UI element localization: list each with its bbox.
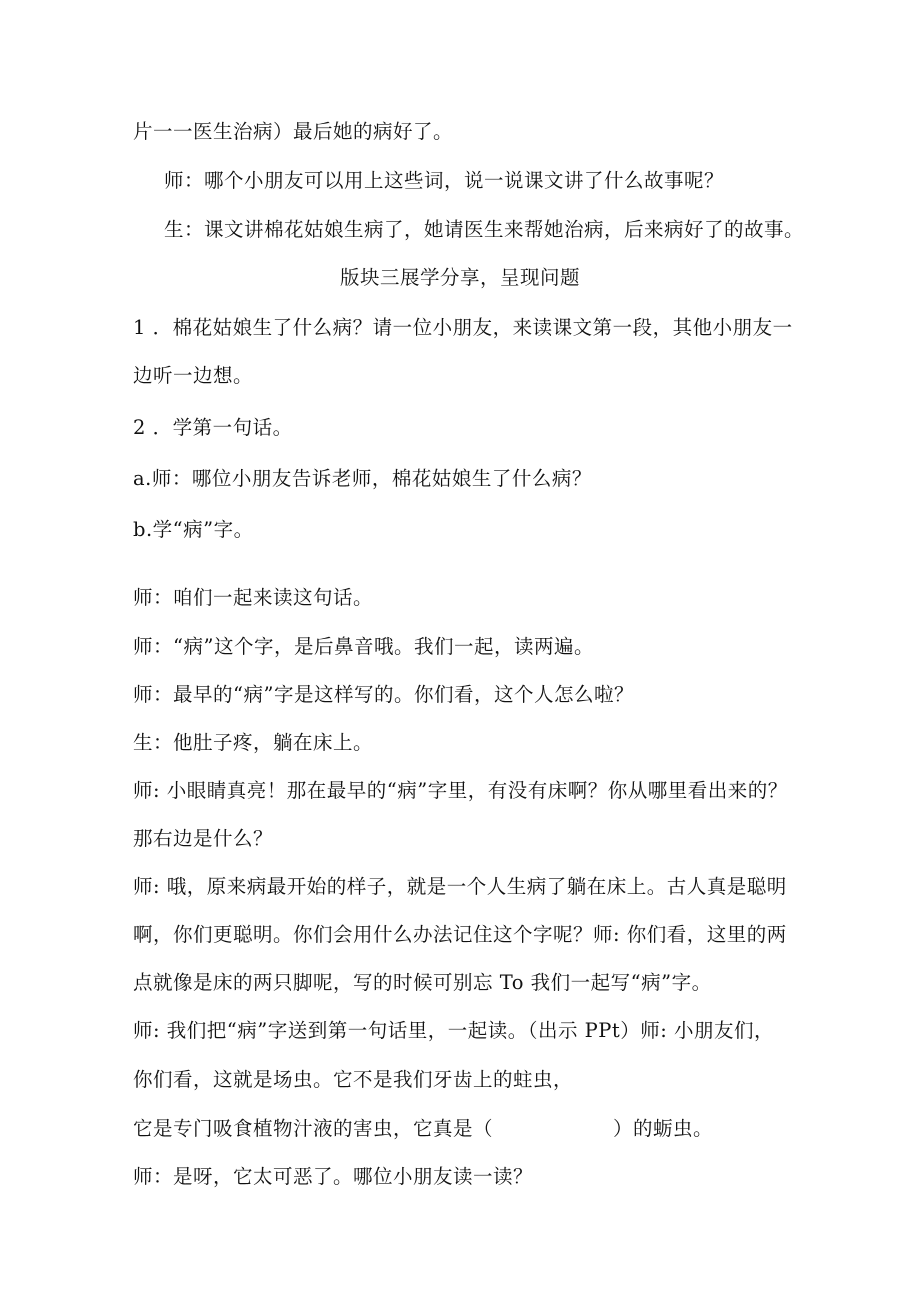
- section-heading: 版块三展学分享，呈现问题: [339, 266, 580, 289]
- paragraph-line-17: 啊，你们更聪明。你们会用什么办法记住这个字呢？师: 你们看，这里的两: [133, 923, 787, 946]
- paragraph-line-7: 2 ．学第一句话。: [133, 416, 293, 439]
- paragraph-line-12: 师：最早的“病”字是这样写的。你们看，这个人怎么啦？: [133, 683, 634, 706]
- paragraph-line-22: 师：是呀，它太可恶了。哪位小朋友读一读？: [133, 1165, 534, 1188]
- paragraph-line-20: 你们看，这就是场虫。它不是我们牙齿上的蛀虫，: [133, 1068, 574, 1091]
- paragraph-line-5: 1 ．棉花姑娘生了什么病？请一位小朋友，来读课文第一段，其他小朋友一: [133, 316, 793, 339]
- paragraph-line-6: 边听一边想。: [133, 364, 254, 387]
- paragraph-line-13: 生：他肚子疼，躺在床上。: [133, 731, 374, 754]
- paragraph-line-18: 点就像是床的两只脚呢，写的时候可别忘 To 我们一起写“病”字。: [133, 971, 712, 994]
- paragraph-line-21: 它是专门吸食植物汁液的害虫，它真是（ ）的蛎虫。: [133, 1117, 714, 1140]
- paragraph-line-9: b.学“病”字。: [133, 518, 254, 541]
- paragraph-line-19: 师: 我们把“病”字送到第一句话里，一起读。（出示 PPt）师: 小朋友们，: [133, 1019, 775, 1042]
- paragraph-line-10: 师：咱们一起来读这句话。: [133, 586, 374, 609]
- paragraph-line-2: 师：哪个小朋友可以用上这些词，说一说课文讲了什么故事呢？: [164, 169, 725, 192]
- paragraph-line-14: 师: 小眼睛真亮！那在最早的“病”字里，有没有床啊？你从哪里看出来的？: [133, 779, 788, 802]
- paragraph-line-15: 那右边是什么？: [133, 827, 274, 850]
- paragraph-line-1: 片一一医生治病）最后她的病好了。: [133, 120, 454, 143]
- paragraph-line-8: a.师：哪位小朋友告诉老师，棉花姑娘生了什么病？: [133, 467, 592, 490]
- paragraph-line-11: 师：“病”这个字，是后鼻音哦。我们一起，读两遍。: [133, 635, 594, 658]
- paragraph-line-16: 师: 哦，原来病最开始的样子，就是一个人生病了躺在床上。古人真是聪明: [133, 875, 787, 898]
- paragraph-line-3: 生：课文讲棉花姑娘生病了，她请医生来帮她治病，后来病好了的故事。: [164, 218, 805, 241]
